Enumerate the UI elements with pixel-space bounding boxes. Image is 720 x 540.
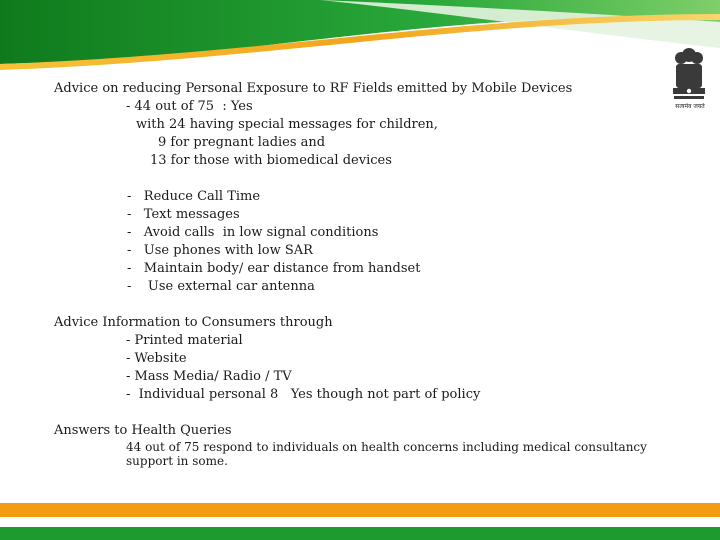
advice-bullet: - Use external car antenna [127,279,315,294]
summary-line: 13 for those with biomedical devices [150,153,392,168]
channel-item: - Mass Media/ Radio / TV [126,369,292,384]
advice-bullet: - Reduce Call Time [127,189,261,204]
advice-bullet: - Avoid calls in low signal conditions [127,225,379,240]
health-answer-line: 44 out of 75 respond to individuals on health concerns including medical consultancy [126,440,647,454]
channel-item: - Printed material [126,333,243,348]
emblem-caption: सत्यमेव जयते [675,103,705,110]
advice-bullet: - Maintain body/ ear distance from handset [127,261,421,276]
health-answer-line: support in some. [126,454,228,468]
section2-heading: Advice Information to Consumers through [54,315,333,330]
footer-saffron-band [0,503,720,517]
footer-green-band [0,527,720,540]
summary-line: 9 for pregnant ladies and [158,135,326,150]
summary-line: - 44 out of 75 : Yes [126,99,253,114]
advice-bullet: - Text messages [127,207,240,222]
section1-heading: Advice on reducing Personal Exposure to RF Fields emitted by Mobile Devices [54,81,573,96]
channel-item: - Website [126,351,187,366]
advice-bullet: - Use phones with low SAR [127,243,313,258]
section3-heading: Answers to Health Queries [54,423,232,438]
footer-white-gap [0,517,720,527]
header-banner [0,0,720,90]
summary-line: with 24 having special messages for children, [136,117,438,132]
channel-item: - Individual personal 8 Yes though not part of policy [126,387,481,402]
